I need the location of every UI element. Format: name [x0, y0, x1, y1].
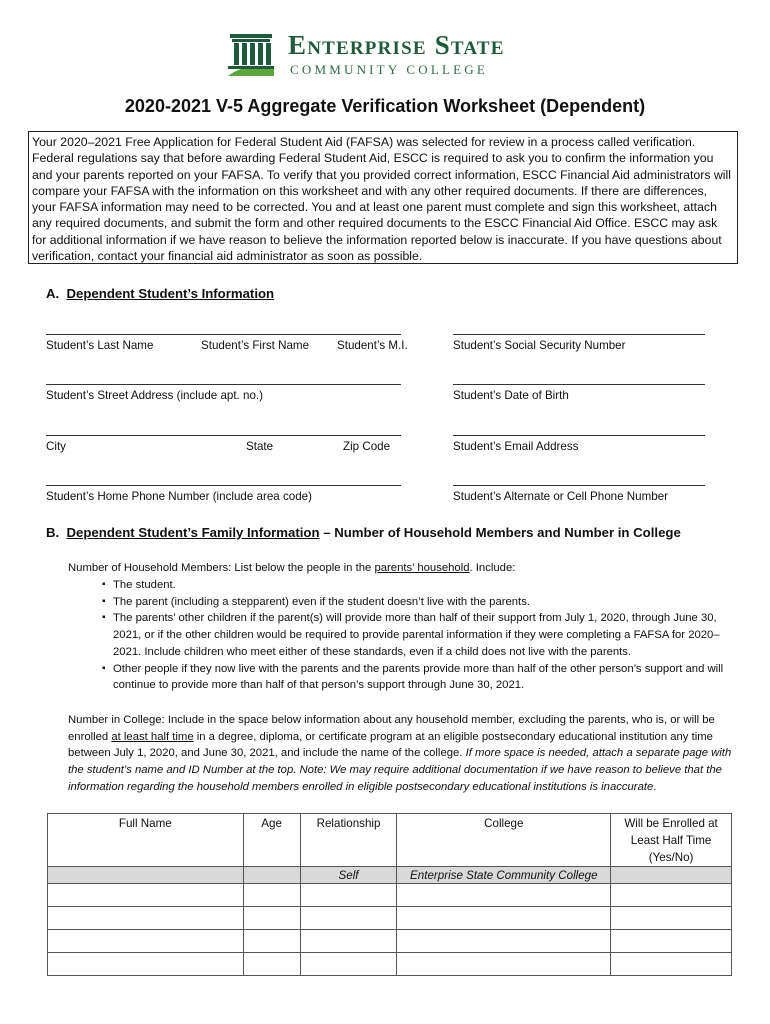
table-cell[interactable]: [611, 884, 732, 907]
table-cell[interactable]: [48, 953, 244, 976]
bullet-item: ▪ The parents’ other children if the parent(s) will provide more than half of their support from July 1, 2020, through June 30, 2021, or if the other children would be required to provide parental information if they were completing a FAFSA for 2020–2021. Include children who meet either of these standards, even if a child does not live with the parents.: [103, 610, 735, 660]
city-label: City: [46, 440, 66, 453]
last-name-label: Student’s Last Name: [46, 339, 154, 352]
cell-phone-line[interactable]: [453, 485, 705, 486]
dob-line[interactable]: [453, 384, 705, 385]
first-name-label: Student’s First Name: [201, 339, 310, 352]
table-cell[interactable]: [48, 907, 244, 930]
college-note-italic: If more space is needed, attach a separate page with the student’s name and ID Number at the top. Note: We may require additional documentation if we have reason to believe that the information regarding the household members enrolled in eligible postsecondary educational institutions is inaccurate: [68, 747, 732, 793]
table-cell[interactable]: [397, 907, 611, 930]
table-cell[interactable]: [48, 867, 244, 884]
section-b-letter: B.: [46, 525, 60, 540]
college-text-2: in a degree, diploma, or certificate program at an eligible postsecondary educational institution any time between July 1, 2020, and June 30, 2021, and include the name of the college.: [68, 730, 713, 760]
table-cell[interactable]: [300, 953, 397, 976]
email-label: Student’s Email Address: [453, 440, 579, 453]
household-intro-text: Number of Household Members: List below the people in the: [68, 562, 375, 574]
college-underlined: at least half time: [111, 730, 194, 743]
table-cell[interactable]: [611, 930, 732, 953]
bullet-item: ▪ Other people if they now live with the parents and the parents provide more than half of the other person’s support and will continue to provide more than half of that person’s support through June 30, 2021.: [103, 661, 735, 694]
col-header-full-name: Full Name: [48, 814, 244, 867]
college-logo-icon: [226, 28, 276, 78]
col-header-relationship: Relationship: [300, 814, 397, 867]
home-phone-label: Student’s Home Phone Number (include area code): [46, 490, 312, 503]
table-cell[interactable]: [243, 907, 300, 930]
table-row: [48, 907, 732, 930]
table-cell[interactable]: [48, 884, 244, 907]
section-a-title: Dependent Student’s Information: [66, 286, 275, 301]
col-header-age: Age: [243, 814, 300, 867]
bullet-item: ▪ The parent (including a stepparent) even if the student doesn’t live with the parents.: [103, 594, 735, 611]
table-cell[interactable]: [397, 953, 611, 976]
college-paragraph: [68, 712, 734, 796]
street-label: Student’s Street Address (include apt. no.): [46, 389, 263, 402]
section-b-subtitle: – Number of Household Members and Number in College: [319, 525, 681, 540]
table-row: [48, 930, 732, 953]
table-cell[interactable]: [300, 884, 397, 907]
college-name: Enterprise State: [288, 30, 505, 60]
table-row: [48, 884, 732, 907]
zip-label: Zip Code: [343, 440, 391, 453]
table-cell[interactable]: [48, 930, 244, 953]
email-line[interactable]: [453, 435, 705, 436]
table-row-self: [48, 867, 732, 884]
college-text-end: .: [653, 780, 657, 793]
household-intro: [68, 560, 738, 577]
table-cell: Self: [300, 867, 397, 884]
home-phone-line[interactable]: [46, 485, 401, 486]
state-label: State: [246, 440, 274, 453]
table-row: [48, 953, 732, 976]
table-cell[interactable]: [397, 884, 611, 907]
ssn-label: Student’s Social Security Number: [453, 339, 626, 352]
college-subname: COMMUNITY COLLEGE: [290, 62, 488, 77]
table-cell[interactable]: [300, 907, 397, 930]
dob-label: Student’s Date of Birth: [453, 389, 569, 402]
table-cell[interactable]: [300, 930, 397, 953]
table-cell[interactable]: [611, 907, 732, 930]
intro-paragraph: Your 2020–2021 Free Application for Federal Student Aid (FAFSA) was selected for review in a process called verification. Federal regulations say that before awarding Federal Student Aid, ESCC is required to ask you to confirm the information you and your parents reported on your FAFSA. To verify that you provided correct information, ESCC Financial Aid administrators will compare your FAFSA with the information on this worksheet and with any other required documents. If there are differences, your FAFSA information may need to be corrected. You and at least one parent must complete and sign this worksheet, attach any required documents, and submit the form and other required documents to the ESCC Financial Aid Office. ESCC may ask for additional information if we have reason to believe the information reported below is inaccurate. If you have questions about verification, contact your financial aid administrator as soon as possible.: [28, 131, 738, 264]
col-header-college: College: [397, 814, 611, 867]
section-b-heading: [46, 525, 681, 540]
household-intro-tail: . Include:: [469, 562, 516, 574]
section-a-heading: [46, 286, 274, 301]
section-b-title: Dependent Student’s Family Information: [66, 525, 320, 540]
household-intro-underlined: parents’ household: [374, 562, 470, 574]
table-cell[interactable]: [243, 867, 300, 884]
table-cell[interactable]: [397, 930, 611, 953]
household-college-table: [47, 813, 732, 976]
ssn-line[interactable]: [453, 334, 705, 335]
page-title: 2020-2021 V-5 Aggregate Verification Worksheet (Dependent): [124, 96, 646, 116]
table-cell[interactable]: [243, 953, 300, 976]
street-line[interactable]: [46, 384, 401, 385]
household-bullet-list: [103, 577, 735, 694]
city-state-zip-line[interactable]: [46, 435, 401, 436]
name-line[interactable]: [46, 334, 401, 335]
table-cell[interactable]: [243, 884, 300, 907]
cell-phone-label: Student’s Alternate or Cell Phone Number: [453, 490, 669, 503]
section-a-letter: A.: [46, 286, 60, 301]
table-cell[interactable]: [611, 867, 732, 884]
college-text: Number in College: Include in the space below information about any household member, excluding the parents, who is, or will be enrolled: [68, 714, 715, 743]
col-header-enrolled: Will be Enrolled at Least Half Time (Yes/No): [611, 814, 732, 867]
bullet-item: ▪ The student.: [103, 577, 735, 594]
mi-label: Student’s M.I.: [337, 339, 408, 352]
table-cell[interactable]: [243, 930, 300, 953]
table-cell: Enterprise State Community College: [397, 867, 611, 884]
table-cell[interactable]: [611, 953, 732, 976]
